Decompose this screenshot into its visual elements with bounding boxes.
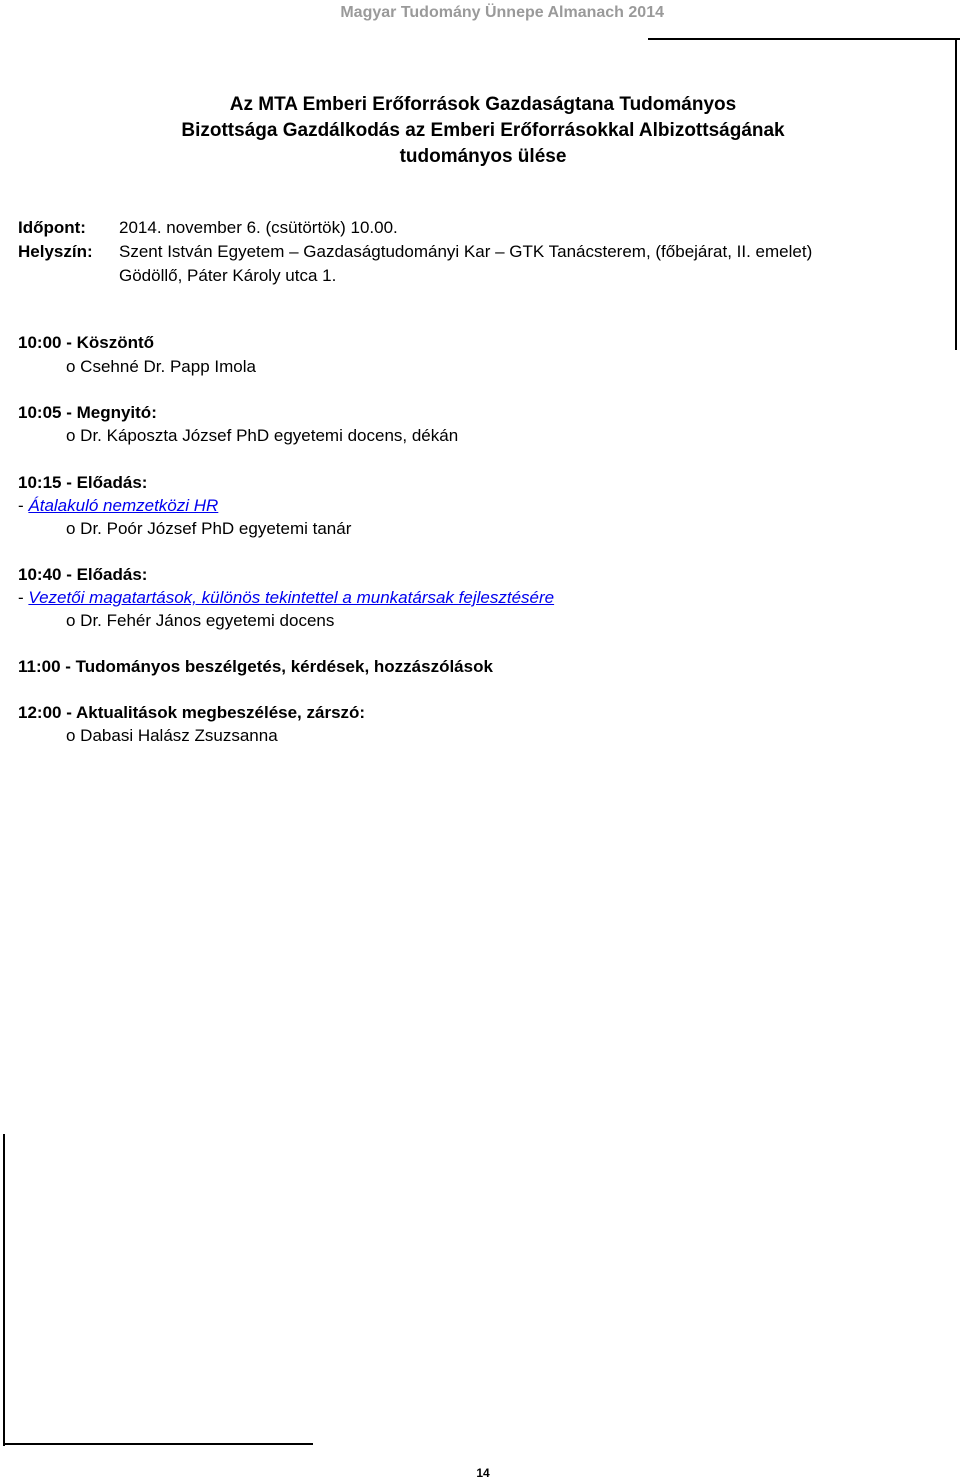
program-heading-3: 10:15 - Előadás: <box>18 473 148 492</box>
program-talk-row-4 <box>18 588 554 608</box>
bottom-left-vertical-rule <box>3 1134 5 1446</box>
talk-link-4[interactable]: Vezetői magatartások, különös tekintettel a munkatársak fejlesztésére <box>28 588 555 607</box>
program-heading-1: 10:00 - Köszöntő <box>18 333 155 352</box>
title-line-2: Bizottsága Gazdálkodás az Emberi Erőforrásokkal Albizottságának <box>181 120 785 141</box>
talk-dash-4: - <box>18 588 29 607</box>
program-heading-4: 10:40 - Előadás: <box>18 565 148 584</box>
program-person-6: o Dabasi Halász Zsuzsanna <box>66 726 278 745</box>
program-talk-row-3 <box>18 496 218 516</box>
program-heading-5: 11:00 - Tudományos beszélgetés, kérdések, hozzászólások <box>18 657 493 676</box>
place-label: Helyszín: <box>18 242 93 261</box>
talk-link-3[interactable]: Átalakuló nemzetközi HR <box>28 496 219 515</box>
bottom-left-rule <box>3 1443 313 1445</box>
program-heading-2: 10:05 - Megnyitó: <box>18 403 157 422</box>
title-line-1: Az MTA Emberi Erőforrások Gazdaságtana Tudományos <box>229 94 737 115</box>
program-person-1: o Csehné Dr. Papp Imola <box>66 357 256 376</box>
talk-dash-3: - <box>18 496 29 515</box>
title-line-3: tudományos ülése <box>399 146 567 167</box>
program-person-3: o Dr. Poór József PhD egyetemi tanár <box>66 519 352 538</box>
time-value: 2014. november 6. (csütörtök) 10.00. <box>119 218 398 237</box>
program-person-4: o Dr. Fehér János egyetemi docens <box>66 611 335 630</box>
program-person-2: o Dr. Káposzta József PhD egyetemi docens, dékán <box>66 426 459 445</box>
page-number: 14 <box>476 1466 490 1480</box>
place-value-line-1: Szent István Egyetem – Gazdaságtudományi Kar – GTK Tanácsterem, (főbejárat, II. emelet) <box>119 242 813 261</box>
program-heading-6: 12:00 - Aktualitások megbeszélése, zárszó: <box>18 703 366 722</box>
time-label: Időpont: <box>18 218 86 237</box>
place-value-line-2: Gödöllő, Páter Károly utca 1. <box>119 266 337 285</box>
running-header: Magyar Tudomány Ünnepe Almanach 2014 <box>340 4 664 21</box>
top-right-vertical-rule <box>955 38 957 350</box>
top-right-rule <box>648 38 960 40</box>
document-title <box>0 92 960 170</box>
